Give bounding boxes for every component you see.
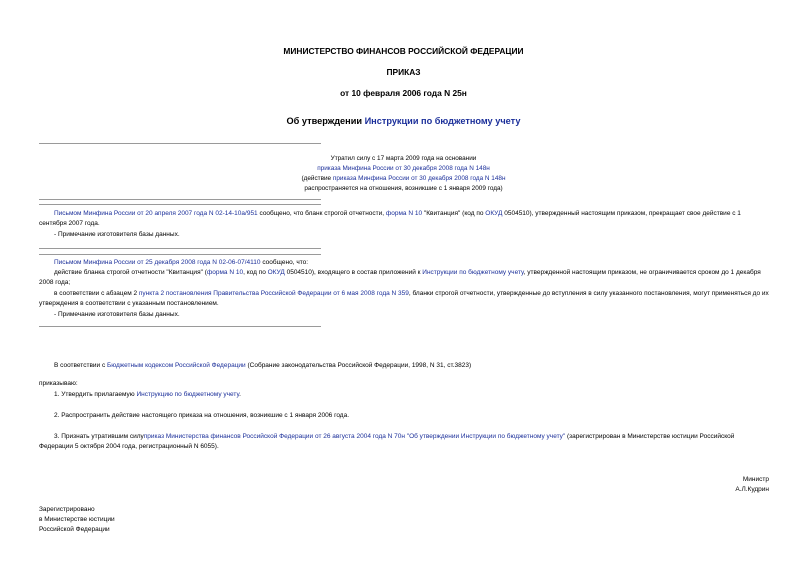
document-title bbox=[0, 116, 807, 126]
divider bbox=[39, 143, 321, 144]
okud-link[interactable]: ОКУД bbox=[485, 210, 503, 217]
item-1 bbox=[54, 390, 241, 400]
note-1-footnote: - Примечание изготовителя базы данных. bbox=[54, 231, 180, 238]
signature-position: Министр bbox=[742, 476, 769, 483]
status-order-link[interactable]: приказа Минфина России от 30 декабря 2008 года N 148н bbox=[317, 165, 490, 172]
note-1-text-3: 0504510), утвержденный настоящим приказом, прекращает свое действие с 1 сентября 2007 года. bbox=[39, 210, 741, 227]
note-2-footnote: - Примечание изготовителя базы данных. bbox=[54, 311, 180, 318]
status-order-link-2[interactable]: приказа Минфина России от 30 декабря 2008 года N 148н bbox=[332, 175, 506, 182]
note-1-text-1: сообщено, что бланк строгой отчетности, bbox=[257, 210, 386, 217]
item-2: 2. Распространить действие настоящего приказа на отношения, возникшие с 1 января 2006 года. bbox=[54, 412, 350, 419]
item-1-text: 1. Утвердить прилагаемую bbox=[54, 391, 137, 398]
item-3-text: 3. Признать утратившим силу bbox=[54, 433, 144, 440]
signature-name: А.Л.Кудрин bbox=[735, 486, 769, 493]
item-3 bbox=[39, 432, 769, 452]
note-2-p1-text-1: действие бланка строгой отчетности "Квитанция" ( bbox=[54, 269, 207, 276]
basis-text-1: В соответствии с bbox=[54, 362, 108, 369]
document-type: ПРИКАЗ bbox=[386, 67, 421, 77]
form-10-link-2[interactable]: форма N 10 bbox=[206, 269, 244, 276]
note-2-p1-text-4: , утвержденной настоящим приказом, не ограничивается сроком до 1 декабря 2008 года; bbox=[39, 269, 761, 286]
status-line-3-open: (действие bbox=[301, 175, 333, 182]
note-1-paragraph bbox=[39, 209, 769, 229]
note-2-p1-text-2: , код по bbox=[243, 269, 268, 276]
registration-line-3: Российской Федерации bbox=[39, 526, 110, 533]
divider bbox=[39, 248, 321, 249]
registration-line-1: Зарегистрировано bbox=[39, 506, 95, 513]
note-2-p2-text-1: в соответствии с абзацем 2 bbox=[54, 290, 139, 297]
title-prefix: Об утверждении bbox=[286, 116, 365, 126]
okud-link-2[interactable]: ОКУД bbox=[267, 269, 285, 276]
basis-paragraph bbox=[54, 361, 471, 371]
basis-text-2: (Собрание законодательства Российской Федерации, 1998, N 31, ст.3823) bbox=[245, 362, 472, 369]
note-2-p1-text-3: 0504510), входящего в состав приложений к bbox=[284, 269, 423, 276]
order-word: приказываю: bbox=[39, 380, 78, 387]
ministry-heading: МИНИСТЕРСТВО ФИНАНСОВ РОССИЙСКОЙ ФЕДЕРАЦИИ bbox=[283, 46, 524, 56]
note-2-intro bbox=[54, 258, 308, 268]
status-line-4: распространяется на отношения, возникшие с 1 января 2009 года) bbox=[304, 185, 503, 192]
divider bbox=[39, 204, 321, 205]
divider bbox=[39, 254, 321, 255]
government-resolution-link[interactable]: пункта 2 постановления Правительства Российской Федерации от 6 мая 2008 года N 359 bbox=[138, 290, 409, 297]
divider bbox=[39, 199, 321, 200]
order-70n-link[interactable]: приказ Министерства финансов Российской Федерации от 26 августа 2004 года N 70н "Об утверждении Инструкции по бюджетному учету" bbox=[143, 433, 566, 440]
item-1-end: . bbox=[239, 391, 241, 398]
note-1-text-2: "Квитанция" (код по bbox=[422, 210, 486, 217]
title-instruction-link[interactable]: Инструкции по бюджетному учету bbox=[364, 116, 521, 126]
letter-link-2008[interactable]: Письмом Минфина России от 25 декабря 2008 года N 02-06-07/4110 bbox=[54, 259, 261, 266]
document-date-number: от 10 февраля 2006 года N 25н bbox=[340, 88, 467, 98]
status-line-1: Утратил силу с 17 марта 2009 года на основании bbox=[330, 155, 477, 162]
budget-code-link[interactable]: Бюджетным кодексом Российской Федерации bbox=[107, 362, 246, 369]
divider bbox=[39, 326, 321, 327]
note-2-p2-text-2: , бланки строгой отчетности, утвержденные до вступления в силу указанного постановления, могут применяться до их утверждения в соответствии с указанным постановлением. bbox=[39, 290, 769, 307]
status-line-2 bbox=[0, 165, 807, 172]
item-3-end: (зарегистрирован в Министерстве юстиции Российской Федерации 5 октября 2004 года, регистрационный N 6055). bbox=[39, 433, 735, 450]
instruction-link-2[interactable]: Инструкции по бюджетному учету bbox=[422, 269, 524, 276]
instruction-link-3[interactable]: Инструкцию по бюджетному учету bbox=[136, 391, 240, 398]
status-line-3 bbox=[0, 175, 807, 182]
letter-link-2007[interactable]: Письмом Минфина России от 20 апреля 2007 года N 02-14-10а/951 bbox=[54, 210, 258, 217]
note-2-text-1: сообщено, что: bbox=[260, 259, 309, 266]
note-2-paragraph-1 bbox=[39, 268, 769, 288]
note-2-paragraph-2 bbox=[39, 289, 769, 309]
form-10-link[interactable]: форма N 10 bbox=[385, 210, 423, 217]
registration-line-2: в Министерстве юстиции bbox=[39, 516, 115, 523]
